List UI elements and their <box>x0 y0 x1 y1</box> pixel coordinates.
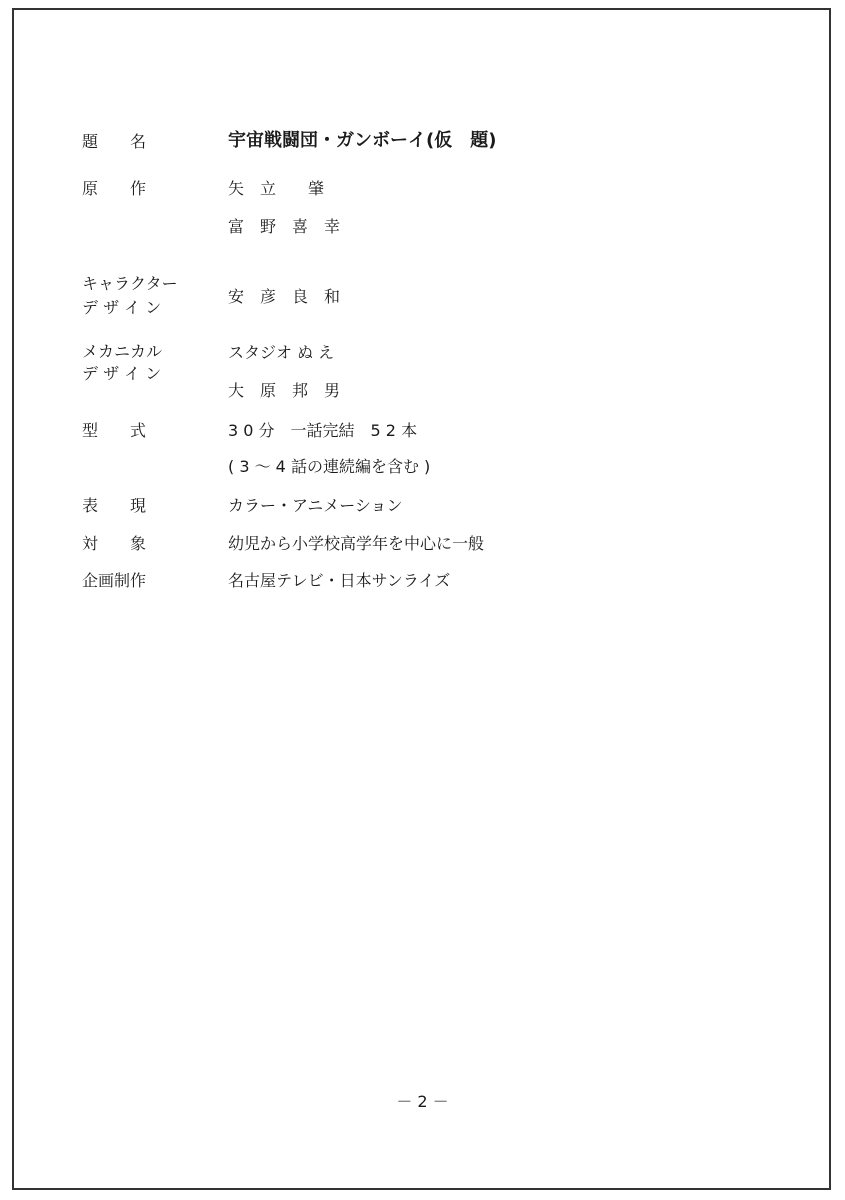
page-number: － 2 － <box>396 1092 449 1111</box>
mechanical-design-value-1: スタジオ ぬ え <box>228 343 335 362</box>
mechanical-design-label-line1: メカニカル <box>82 342 163 361</box>
original-label: 原 作 <box>82 179 147 198</box>
expression-value: カラー・アニメーション <box>228 496 403 515</box>
character-design-label-line1: キャラクター <box>82 274 178 293</box>
title-label: 題 名 <box>82 132 147 151</box>
expression-label: 表 現 <box>82 496 147 515</box>
character-design-label-line2: デ ザ イ ン <box>82 298 162 317</box>
format-label: 型 式 <box>82 421 147 440</box>
original-author-1: 矢 立 肇 <box>228 179 325 198</box>
audience-value: 幼児から小学校高学年を中心に一般 <box>228 534 485 553</box>
character-design-value: 安 彦 良 和 <box>228 287 341 306</box>
format-value-2: ( 3 ～ 4 話の連続編を含む ) <box>228 457 431 476</box>
original-author-2: 富 野 喜 幸 <box>228 217 341 236</box>
title-value: 宇宙戦闘団・ガンボーイ(仮 題) <box>228 130 497 151</box>
mechanical-design-value-2: 大 原 邦 男 <box>228 381 341 400</box>
mechanical-design-label-line2: デ ザ イ ン <box>82 364 162 383</box>
audience-label: 対 象 <box>82 534 147 553</box>
format-value-1: 3 0 分 一話完結 5 2 本 <box>228 421 418 440</box>
production-label: 企画制作 <box>82 571 147 590</box>
production-value: 名古屋テレビ・日本サンライズ <box>228 571 451 590</box>
